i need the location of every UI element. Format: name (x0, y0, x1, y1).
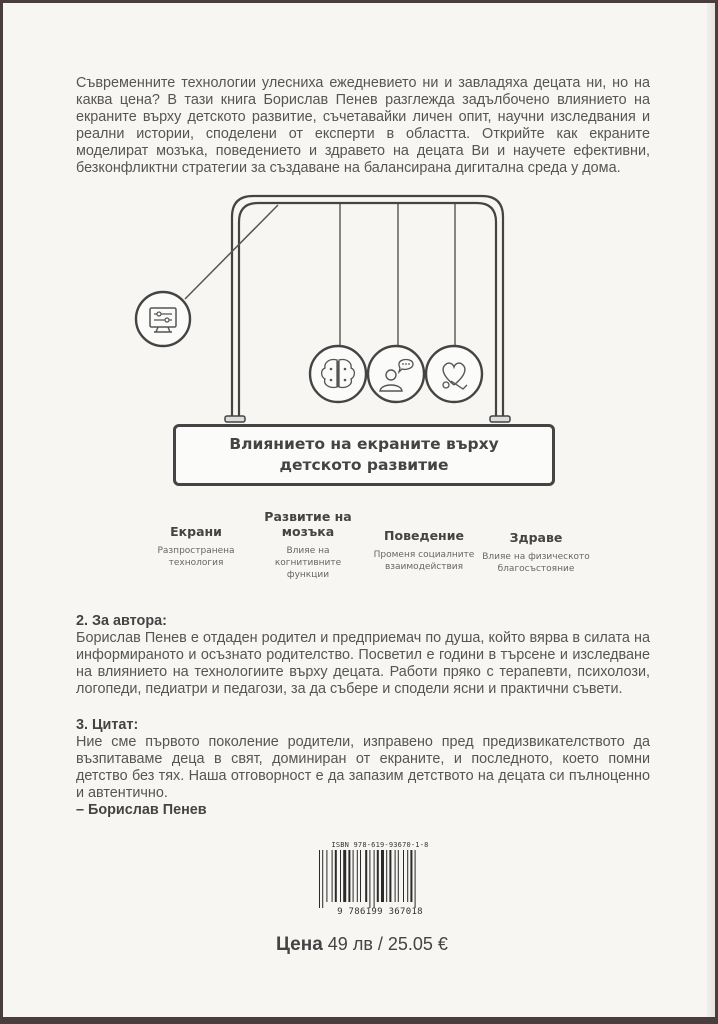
barcode-bar (365, 850, 367, 902)
barcode-bar (360, 850, 361, 902)
barcode-bar (407, 850, 408, 902)
barcode-bar (335, 850, 337, 902)
frame-foot-left (225, 416, 245, 422)
person-speech-icon (368, 346, 424, 402)
barcode-bar (389, 850, 391, 902)
barcode (317, 850, 443, 908)
pillar-title: Здраве (509, 530, 563, 545)
heart-stethoscope-icon (426, 346, 482, 402)
intro-paragraph: Съвременните технологии улесниха ежедневието ни и завладяха децата ни, но на каква цена? В тази книга Борислав Пенев разглежда задълбочено влиянието на екраните върху детското развитие, съчетавайки личен опит, научни изследвания и реални истории, споделени от експерти в областта. Открийте как екраните моделират мозъка, поведението и здравето на децата Ви и научете ефективни, безконфликтни стратегии за създаване на балансирана дигитална среда у дома. (76, 75, 650, 176)
pillar-description: Влияе на когнитивните функции (274, 546, 342, 580)
pillar-description: Влияе на физическото благосъстояние (482, 552, 590, 574)
barcode-bar (319, 850, 320, 908)
barcode-bar (357, 850, 358, 902)
barcode-bar (386, 850, 387, 902)
quote-text: Ние сме първото поколение родители, изправено пред предизвикателството да възпитаваме деца в свят, доминиран от екраните, и последното, което помни детство без тях. Наша отговорност е да запазим детството на децата си пълноценно и автентично. (76, 734, 650, 801)
barcode-bar (348, 850, 350, 902)
pillar-health (481, 530, 591, 575)
pendulum-strings (340, 204, 455, 347)
quote-section (76, 717, 650, 819)
barcode-bar (398, 850, 399, 902)
pillar-title: Поведение (384, 528, 464, 543)
barcode-number: 9 786199 367018 (337, 907, 423, 917)
isbn-label: ISBN 978-619-93670-1-8 (331, 841, 429, 849)
barcode-bar (369, 850, 370, 908)
book-back-cover (3, 3, 715, 1017)
brain-circuit-icon (310, 346, 366, 402)
pillar-description: Променя социалните взаимодействия (373, 550, 475, 572)
barcode-bar (403, 850, 404, 902)
diagram-banner-title: Влиянието на екраните върху детското развитие (173, 424, 555, 486)
quote-signature: – Борислав Пенев (76, 802, 207, 818)
frame-foot-right (490, 416, 510, 422)
pillar-description: Разпространена технология (157, 546, 235, 568)
barcode-bar (332, 850, 333, 902)
barcode-bar (381, 850, 384, 902)
about-author-heading: 2. За автора: (76, 613, 167, 629)
barcode-bar (322, 850, 323, 908)
barcode-bar (353, 850, 354, 902)
about-author-section (76, 613, 650, 698)
barcode-bar (415, 850, 416, 908)
pillar-title: Развитие на мозъка (264, 509, 352, 539)
price-label: Цена (276, 934, 323, 955)
barcode-bar (326, 850, 327, 902)
pillar-screens (141, 524, 251, 569)
barcode-bar (395, 850, 396, 902)
price-line (3, 934, 718, 956)
isbn-barcode-block (310, 841, 450, 917)
quote-heading: 3. Цитат: (76, 717, 139, 733)
about-author-text: Борислав Пенев е отдаден родител и предприемач по душа, който вярва в силата на информираното и осъзнато родителство. Посветил е години в търсене и изследване на влиянието на технологиите върху децата. Работи пряко с терапевти, психолози, логопеди, педиатри и педагози, за да събере и сподели ясни и практични съвети. (76, 630, 650, 697)
monitor-settings-icon (136, 292, 190, 346)
barcode-bar (374, 850, 375, 908)
pillar-brain-development (253, 509, 363, 581)
price-value: 49 лв / 25.05 € (327, 934, 448, 954)
barcode-bar (340, 850, 341, 902)
barcode-bar (343, 850, 346, 902)
barcode-bar (377, 850, 379, 902)
barcode-bar (410, 850, 412, 902)
pillar-title: Екрани (170, 524, 222, 539)
pillar-behavior (369, 528, 479, 573)
